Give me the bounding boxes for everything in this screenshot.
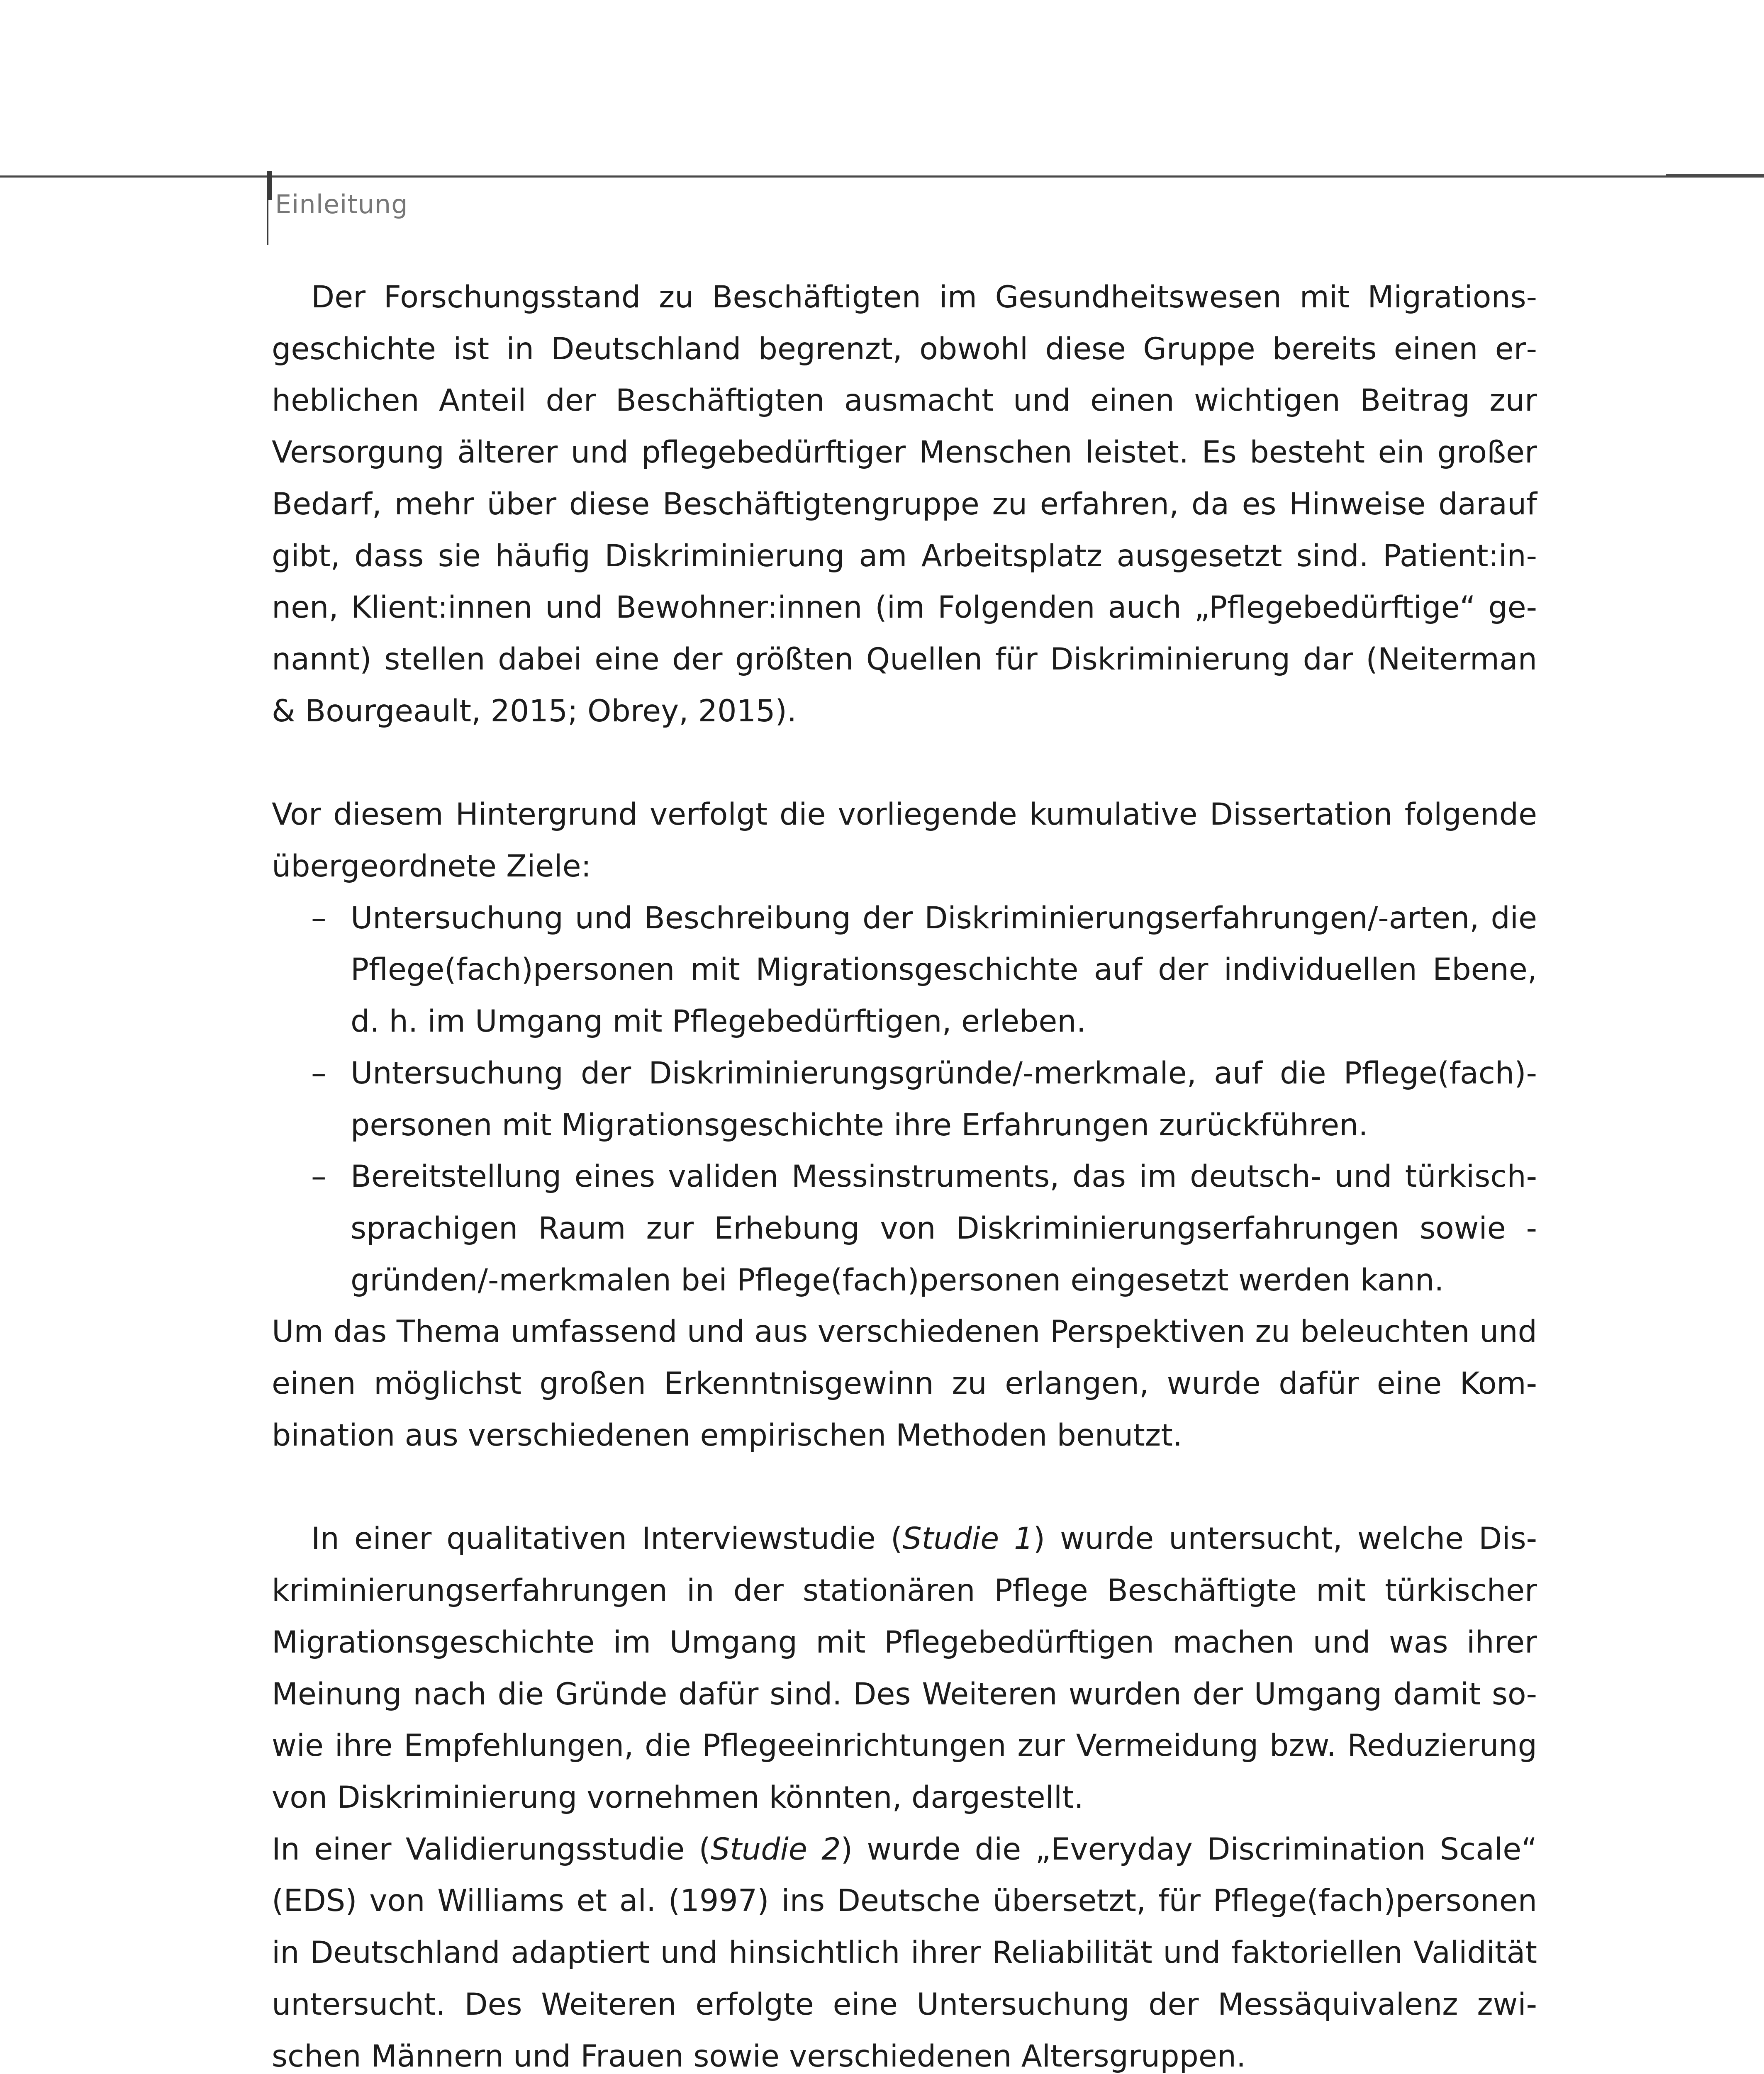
- paragraph-study-2: [272, 1824, 1537, 2074]
- text-run: In einer qualitativen Interviewstudie (: [311, 1521, 903, 1557]
- list-item-text: Bereitstellung eines validen Messinstruments, das im deutsch- und türkischsprachigen Raum zur Erhebung von Diskriminierungserfahrungen sowie -gründen/-merkmalen bei Pflege(fach)personen eingesetzt werden kann.: [351, 1159, 1537, 1298]
- running-head: Einleitung: [275, 189, 408, 219]
- list-item-text: Untersuchung und Beschreibung der Diskriminierungserfahrungen/-arten, die Pflege(fach)personen mit Migrationsgeschichte auf der individuellen Ebene, d. h. im Umgang mit Pflegebedürftigen, erleben.: [351, 900, 1537, 1039]
- header-rule: [0, 175, 1764, 178]
- page-body: [272, 272, 1537, 2074]
- study-reference: Studie 1: [902, 1521, 1033, 1557]
- header-rule-right: [1666, 174, 1764, 176]
- list-item: [272, 893, 1537, 1048]
- paragraph-research-state: Der Forschungsstand zu Beschäftigten im Gesundheitswesen mit Migrationsgeschichte ist in Deutschland begrenzt, obwohl diese Gruppe bereits einen erheblichen Anteil der Beschäftigten ausmacht und einen wichtigen Beitrag zur Versorgung älterer und pflegebedürftiger Menschen leistet. Es besteht ein großer Bedarf, mehr über diese Beschäftigtengruppe zu erfahren, da es Hinweise darauf gibt, dass sie häufig Diskriminierung am Arbeitsplatz ausgesetzt sind. Patient:innen, Klient:innen und Bewohner:innen (im Folgenden auch „Pflegebedürftige“ genannt) stellen dabei eine der größten Quellen für Diskriminierung dar (Neiterman & Bourgeault, 2015; Obrey, 2015).: [272, 280, 1537, 729]
- text-run: ) wurde untersucht, welche Diskriminierungserfahrungen in der stationären Pflege Beschäftigte mit türkischer Migrationsgeschichte im Umgang mit Pflegebedürftigen machen und was ihrer Meinung nach die Gründe dafür sind. Des Weiteren wurden der Umgang damit sowie ihre Empfehlungen, die Pflegeeinrichtungen zur Vermeidung bzw. Reduzierung von Diskriminierung vornehmen könnten, dargestellt.: [272, 1521, 1537, 1815]
- study-reference: Studie 2: [711, 1831, 841, 1867]
- header-vertical-line: [267, 200, 268, 245]
- paragraph-goals-intro: Vor diesem Hintergrund verfolgt die vorliegende kumulative Dissertation folgende übergeordnete Ziele:: [272, 797, 1537, 884]
- paragraph-gap: [272, 737, 1537, 789]
- goals-list: [272, 893, 1537, 1307]
- list-dash: –: [311, 900, 326, 936]
- list-dash: –: [311, 1055, 326, 1091]
- list-item: [272, 1151, 1537, 1306]
- list-dash: –: [311, 1159, 326, 1195]
- paragraph-methods: Um das Thema umfassend und aus verschiedenen Perspektiven zu beleuchten und einen möglichst großen Erkenntnisgewinn zu erlangen, wurde dafür eine Kombination aus verschiedenen empirischen Methoden benutzt.: [272, 1314, 1537, 1453]
- list-item: [272, 1048, 1537, 1151]
- text-run: In einer Validierungsstudie (: [272, 1831, 711, 1867]
- header-marker: [267, 171, 272, 200]
- paragraph-study-1: [272, 1513, 1537, 1823]
- list-item-text: Untersuchung der Diskriminierungsgründe/-merkmale, auf die Pflege(fach)personen mit Migrationsgeschichte ihre Erfahrungen zurückführen.: [351, 1055, 1537, 1143]
- paragraph-gap: [272, 1461, 1537, 1513]
- text-run: ) wurde die „Everyday Discrimination Scale“ (EDS) von Williams et al. (1997) ins Deutsche übersetzt, für Pflege(fach)personen in Deutschland adaptiert und hinsichtlich ihrer Reliabilität und faktoriellen Validität untersucht. Des Weiteren erfolgte eine Untersuchung der Messäquivalenz zwischen Männern und Frauen sowie verschiedenen Altersgruppen.: [272, 1831, 1537, 2074]
